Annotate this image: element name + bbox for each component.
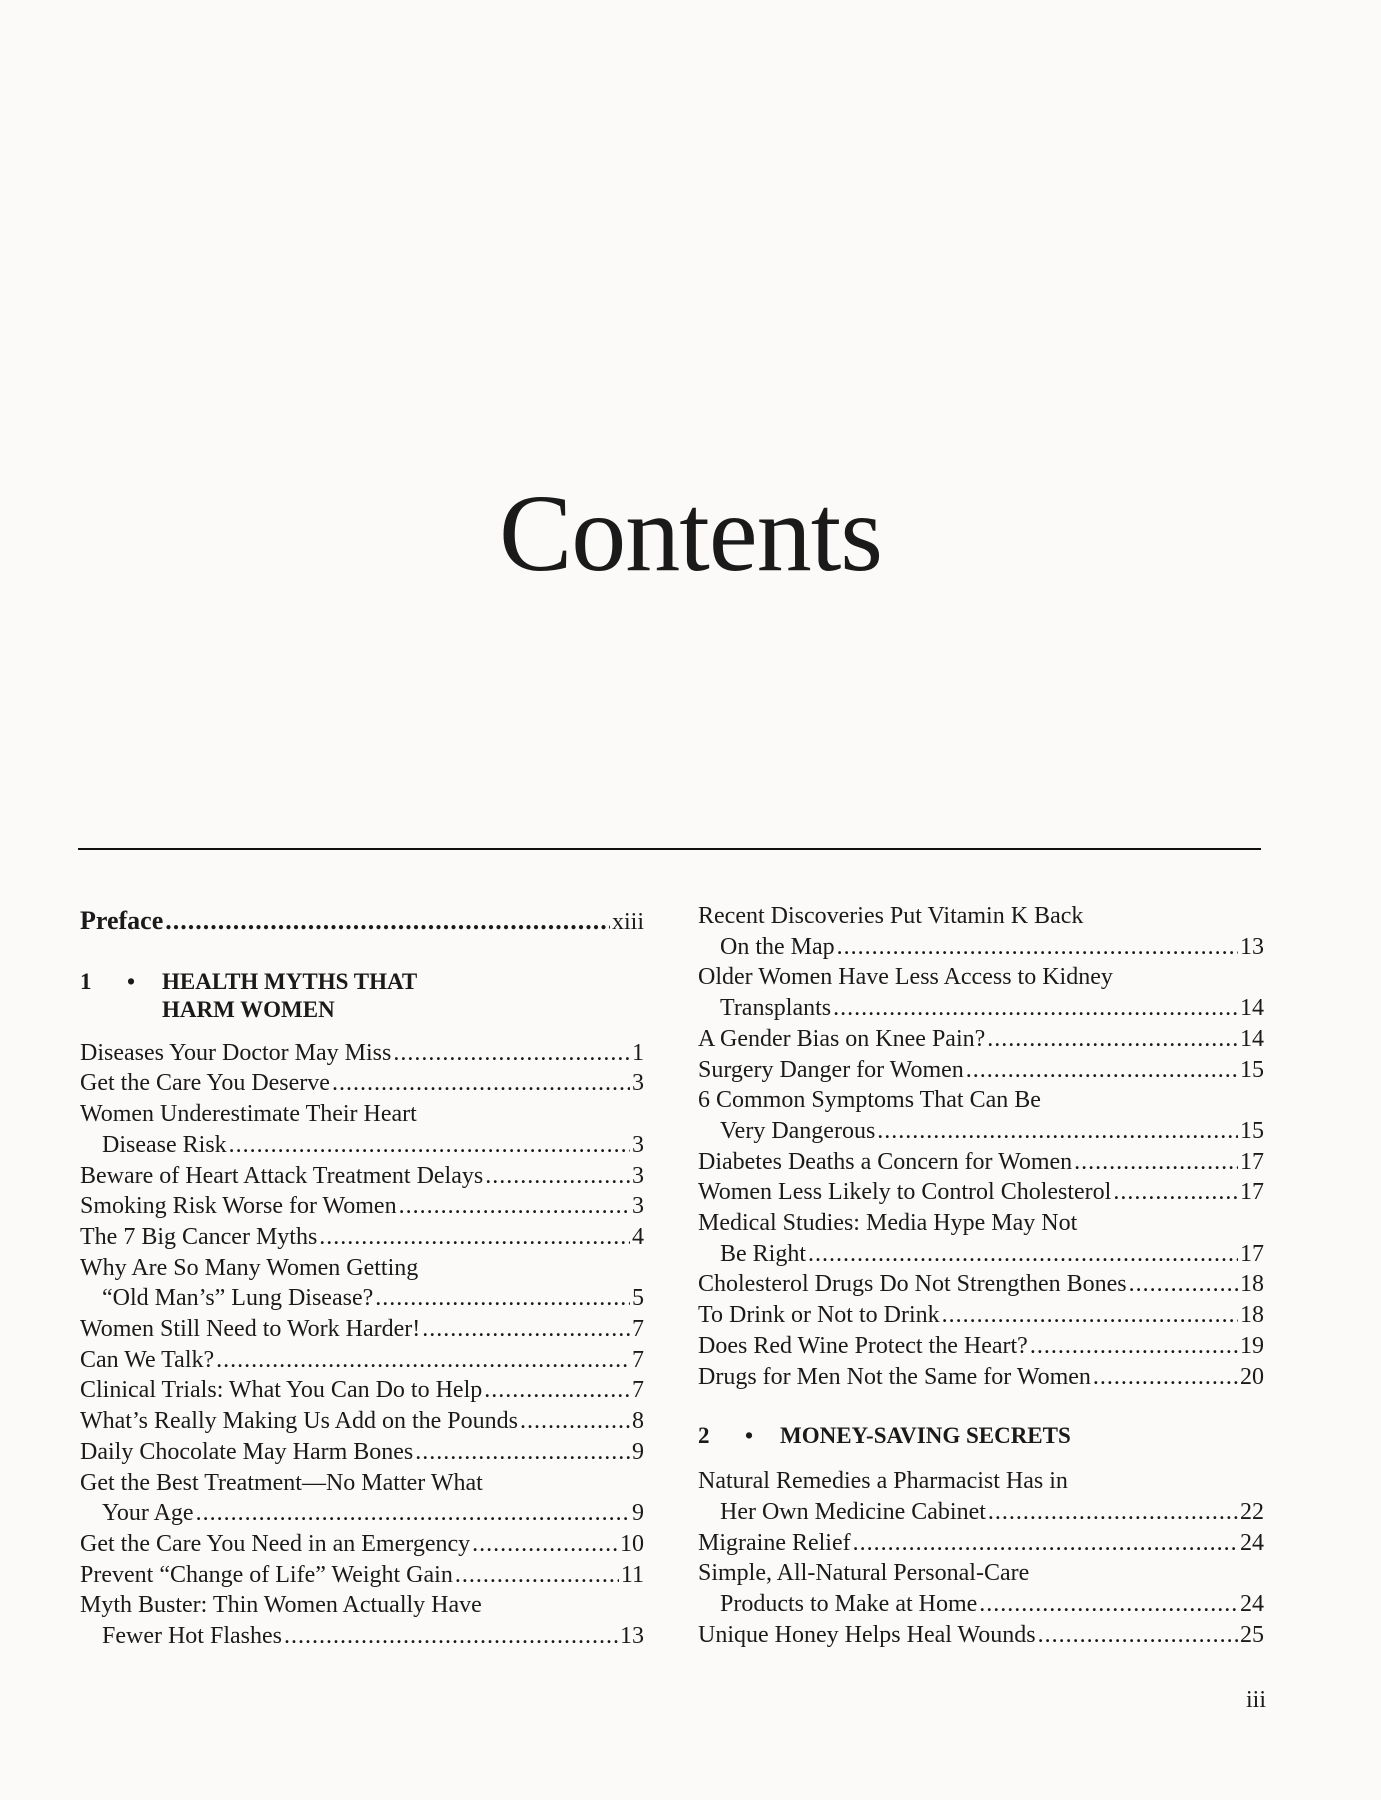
- toc-entry: [80, 1283, 644, 1314]
- toc-entry-text: Products to Make at Home: [720, 1591, 978, 1618]
- toc-entry-page: 18: [1240, 1302, 1264, 1329]
- toc-entry-text: Drugs for Men Not the Same for Women: [698, 1363, 1091, 1390]
- toc-entry-page: 3: [632, 1070, 644, 1097]
- toc-entry-text: Women Still Need to Work Harder!: [80, 1316, 421, 1343]
- toc-entry: [80, 1099, 644, 1130]
- toc-entry-page: 10: [620, 1530, 644, 1557]
- toc-entry-text: Does Red Wine Protect the Heart?: [698, 1332, 1028, 1359]
- toc-entry-page: 3: [632, 1193, 644, 1220]
- toc-entry: [698, 1331, 1264, 1362]
- dot-leader: [332, 1068, 630, 1099]
- dot-leader: [942, 1300, 1238, 1331]
- dot-leader: [987, 1024, 1238, 1055]
- toc-entry: [80, 1068, 644, 1099]
- toc-entry: [698, 901, 1264, 932]
- toc-entry: [80, 1161, 644, 1192]
- section-bullet: •: [126, 968, 136, 994]
- section-heading-1: [80, 968, 644, 1024]
- dot-leader: [979, 1589, 1238, 1620]
- dot-leader: [472, 1529, 618, 1560]
- dot-leader: [229, 1130, 630, 1161]
- dot-leader: [284, 1621, 618, 1652]
- toc-entry-text: Daily Chocolate May Harm Bones: [80, 1438, 414, 1465]
- toc-entry-page: 4: [632, 1223, 644, 1250]
- toc-entry: [80, 1253, 644, 1284]
- dot-leader: [1093, 1362, 1238, 1393]
- dot-leader: [455, 1560, 619, 1591]
- toc-entry-page: xiii: [611, 909, 644, 935]
- toc-entry-page: 24: [1240, 1591, 1264, 1618]
- toc-entry-text: On the Map: [720, 933, 835, 960]
- toc-entry: [698, 1147, 1264, 1178]
- toc-entry-text: Migraine Relief: [698, 1529, 851, 1556]
- toc-entry-page: 17: [1240, 1179, 1264, 1206]
- toc-entry-page: 24: [1240, 1529, 1264, 1556]
- toc-entry: [80, 1621, 644, 1652]
- toc-entry-page: 14: [1240, 1025, 1264, 1052]
- toc-entry-page: 19: [1240, 1332, 1264, 1359]
- toc-entry: [698, 1208, 1264, 1239]
- toc-entry-text: Smoking Risk Worse for Women: [80, 1193, 397, 1220]
- toc-entry: [80, 1222, 644, 1253]
- toc-entry: [80, 1191, 644, 1222]
- section-number: 1: [80, 968, 92, 994]
- dot-leader: [484, 1375, 630, 1406]
- toc-entry-text: Recent Discoveries Put Vitamin K Back: [698, 903, 1084, 929]
- dot-leader: [393, 1038, 630, 1069]
- toc-entry: [80, 1406, 644, 1437]
- toc-entry-text: Get the Care You Need in an Emergency: [80, 1530, 471, 1557]
- toc-entry-text: Prevent “Change of Life” Weight Gain: [80, 1561, 453, 1588]
- toc-entry-text: Cholesterol Drugs Do Not Strengthen Bones: [698, 1271, 1127, 1298]
- dot-leader: [966, 1055, 1238, 1086]
- toc-entry-page: 15: [1240, 1056, 1264, 1083]
- section-number: 2: [698, 1423, 710, 1449]
- toc-entry-page: 7: [632, 1346, 644, 1373]
- toc-entry-page: 17: [1240, 1240, 1264, 1267]
- dot-leader: [853, 1528, 1238, 1559]
- toc-entry: [698, 932, 1264, 963]
- toc-entry: [80, 1529, 644, 1560]
- page-number: iii: [1246, 1687, 1267, 1713]
- toc-entry-page: 3: [632, 1162, 644, 1189]
- section-title-line: MONEY-SAVING SECRETS: [780, 1423, 1071, 1449]
- toc-entry: [80, 1314, 644, 1345]
- dot-leader: [1038, 1620, 1238, 1651]
- toc-entry-page: 11: [620, 1561, 644, 1588]
- toc-entry-text: Be Right: [720, 1240, 807, 1267]
- toc-entry: [698, 1558, 1264, 1589]
- toc-entry-preface: [80, 906, 644, 938]
- toc-entry-text: Myth Buster: Thin Women Actually Have: [80, 1592, 482, 1619]
- toc-list-section-2: [698, 1466, 1264, 1650]
- toc-list-section-1: [80, 1038, 644, 1652]
- toc-entry: [698, 1589, 1264, 1620]
- toc-entry-page: 25: [1240, 1621, 1264, 1648]
- dot-leader: [399, 1191, 630, 1222]
- toc-entry-text: “Old Man’s” Lung Disease?: [102, 1285, 374, 1312]
- toc-entry-text: Get the Care You Deserve: [80, 1070, 330, 1097]
- toc-entry-page: 1: [632, 1039, 644, 1066]
- toc-entry-text: Get the Best Treatment—No Matter What: [80, 1469, 483, 1496]
- toc-entry: [698, 1055, 1264, 1086]
- toc-entry-page: 3: [632, 1131, 644, 1158]
- toc-entry-text: To Drink or Not to Drink: [698, 1302, 940, 1329]
- toc-entry-text: Diabetes Deaths a Concern for Women: [698, 1148, 1073, 1175]
- toc-entry: [80, 1345, 644, 1376]
- toc-entry: [698, 993, 1264, 1024]
- toc-entry: [698, 1085, 1264, 1116]
- page-title: Contents: [498, 472, 883, 594]
- toc-entry-page: 7: [632, 1377, 644, 1404]
- toc-entry-page: 17: [1240, 1148, 1264, 1175]
- dot-leader: [1074, 1147, 1238, 1178]
- toc-entry: [698, 1177, 1264, 1208]
- toc-entry: [80, 1590, 644, 1621]
- toc-entry-text: Older Women Have Less Access to Kidney: [698, 964, 1113, 991]
- toc-entry: [698, 1362, 1264, 1393]
- toc-entry-text: Her Own Medicine Cabinet: [720, 1498, 986, 1525]
- toc-entry-text: Surgery Danger for Women: [698, 1056, 964, 1083]
- dot-leader: [375, 1283, 630, 1314]
- dot-leader: [196, 1498, 630, 1529]
- dot-leader: [1030, 1331, 1238, 1362]
- contents-left-column: [80, 906, 644, 1652]
- toc-entry: [698, 1528, 1264, 1559]
- toc-entry-text: Women Underestimate Their Heart: [80, 1101, 417, 1128]
- toc-entry: [698, 1239, 1264, 1270]
- toc-entry: [698, 1024, 1264, 1055]
- toc-entry-text: What’s Really Making Us Add on the Pounds: [80, 1408, 518, 1435]
- toc-entry: [80, 1498, 644, 1529]
- dot-leader: [1129, 1269, 1238, 1300]
- toc-entry-page: 9: [632, 1500, 644, 1527]
- toc-entry-text: Can We Talk?: [80, 1346, 215, 1373]
- toc-entry-text: Transplants: [720, 995, 832, 1022]
- toc-entry: [80, 1560, 644, 1591]
- toc-entry-text: Women Less Likely to Control Cholesterol: [698, 1179, 1112, 1206]
- divider-rule: [78, 848, 1261, 850]
- toc-entry-text: Medical Studies: Media Hype May Not: [698, 1210, 1078, 1237]
- toc-entry-text: Why Are So Many Women Getting: [80, 1254, 419, 1281]
- toc-entry-text: Diseases Your Doctor May Miss: [80, 1039, 392, 1066]
- toc-entry: [80, 1468, 644, 1499]
- toc-entry-page: 7: [632, 1316, 644, 1343]
- dot-leader: [165, 906, 610, 937]
- contents-right-column: [698, 901, 1264, 1650]
- toc-entry-page: 18: [1240, 1271, 1264, 1298]
- dot-leader: [216, 1345, 630, 1376]
- toc-entry: [698, 1497, 1264, 1528]
- toc-entry-text: 6 Common Symptoms That Can Be: [698, 1087, 1041, 1114]
- dot-leader: [808, 1239, 1238, 1270]
- toc-entry: [80, 1038, 644, 1069]
- toc-entry-text: Beware of Heart Attack Treatment Delays: [80, 1162, 484, 1189]
- toc-entry: [80, 1437, 644, 1468]
- dot-leader: [1113, 1177, 1238, 1208]
- toc-entry: [698, 1466, 1264, 1497]
- toc-entry-page: 13: [620, 1623, 644, 1650]
- toc-entry-page: 22: [1240, 1498, 1264, 1525]
- dot-leader: [877, 1116, 1238, 1147]
- section-title-line: HEALTH MYTHS THAT: [162, 968, 418, 994]
- toc-entry: [80, 1130, 644, 1161]
- toc-entry-text: Simple, All-Natural Personal-Care: [698, 1560, 1030, 1587]
- toc-list-section-1-cont: [698, 901, 1264, 1392]
- dot-leader: [319, 1222, 630, 1253]
- toc-entry: [698, 1300, 1264, 1331]
- dot-leader: [520, 1406, 630, 1437]
- toc-entry-page: 20: [1240, 1363, 1264, 1390]
- toc-entry-text: Fewer Hot Flashes: [102, 1623, 282, 1650]
- toc-entry-text: A Gender Bias on Knee Pain?: [698, 1025, 986, 1052]
- dot-leader: [988, 1497, 1238, 1528]
- toc-entry-text: Natural Remedies a Pharmacist Has in: [698, 1468, 1068, 1495]
- toc-entry-text: Disease Risk: [102, 1131, 227, 1158]
- toc-entry: [698, 1269, 1264, 1300]
- toc-entry-text: Unique Honey Helps Heal Wounds: [698, 1621, 1036, 1648]
- dot-leader: [415, 1437, 630, 1468]
- toc-entry-text: Preface: [80, 906, 164, 935]
- toc-entry-text: Very Dangerous: [720, 1117, 876, 1144]
- section-title-line: HARM WOMEN: [162, 996, 335, 1022]
- toc-entry-page: 5: [632, 1285, 644, 1312]
- toc-entry-text: The 7 Big Cancer Myths: [80, 1223, 318, 1250]
- toc-entry: [698, 962, 1264, 993]
- toc-entry-page: 13: [1240, 933, 1264, 960]
- toc-entry-page: 15: [1240, 1117, 1264, 1144]
- dot-leader: [837, 932, 1238, 963]
- dot-leader: [485, 1161, 630, 1192]
- toc-entry-text: Your Age: [102, 1500, 194, 1527]
- section-heading-2: [698, 1422, 1264, 1450]
- dot-leader: [833, 993, 1238, 1024]
- toc-entry-text: Clinical Trials: What You Can Do to Help: [80, 1377, 483, 1404]
- dot-leader: [422, 1314, 630, 1345]
- toc-entry: [80, 1375, 644, 1406]
- section-bullet: •: [744, 1423, 754, 1449]
- toc-entry-page: 9: [632, 1438, 644, 1465]
- toc-entry: [698, 1116, 1264, 1147]
- toc-entry-page: 8: [632, 1408, 644, 1435]
- toc-entry-page: 14: [1240, 995, 1264, 1022]
- toc-entry: [698, 1620, 1264, 1651]
